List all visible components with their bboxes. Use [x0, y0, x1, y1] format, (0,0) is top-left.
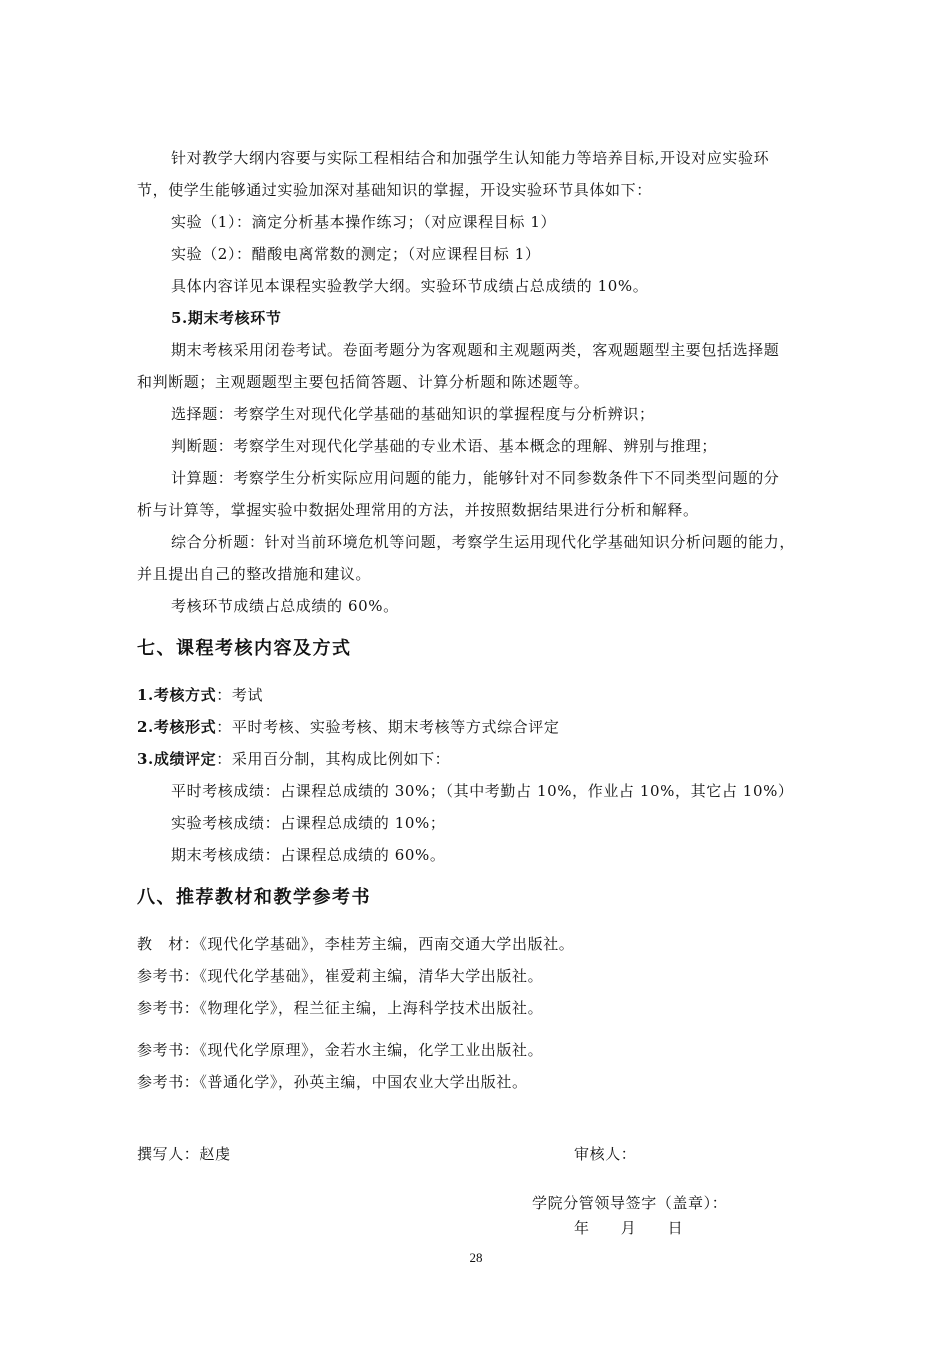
grade-evaluation — [137, 748, 817, 770]
grade-regular: 平时考核成绩：占课程总成绩的 30%；（其中考勤占 10%，作业占 10%，其它占 10%） — [171, 782, 794, 800]
final-exam-heading: 5.期末考核环节 — [171, 309, 282, 327]
book-reference-3: 参考书：《现代化学原理》，金若水主编，化学工业出版社。 — [137, 1041, 544, 1059]
experiment-note: 具体内容详见本课程实验教学大纲。实验环节成绩占总成绩的 10%。 — [171, 277, 649, 295]
book-reference-1: 参考书：《现代化学基础》，崔爱莉主编，清华大学出版社。 — [137, 967, 544, 985]
grade-final: 期末考核成绩：占课程总成绩的 60%。 — [171, 846, 446, 864]
grade-evaluation-value: ：采用百分制，其构成比例如下： — [216, 750, 451, 768]
section-8-title: 八、推荐教材和教学参考书 — [137, 887, 371, 908]
book-textbook: 教 材：《现代化学基础》，李桂芳主编，西南交通大学出版社。 — [137, 935, 575, 953]
leader-signature: 学院分管领导签字（盖章）： — [532, 1194, 728, 1212]
section-7-title: 七、课程考核内容及方式 — [137, 638, 352, 659]
assessment-method-label: 1.考核方式 — [137, 686, 217, 704]
book-reference-2: 参考书：《物理化学》，程兰征主编，上海科学技术出版社。 — [137, 999, 544, 1017]
final-exam-paragraph-line-1: 期末考核采用闭卷考试。卷面考题分为客观题和主观题两类，客观题题型主要包括选择题 — [171, 341, 780, 359]
grade-experiment: 实验考核成绩：占课程总成绩的 10%； — [171, 814, 446, 832]
assessment-method-value: ：考试 — [216, 686, 264, 704]
experiment-paragraph-line-1: 针对教学大纲内容要与实际工程相结合和加强学生认知能力等培养目标,开设对应实验环 — [171, 149, 770, 167]
reviewer-signature: 审核人： — [574, 1145, 637, 1163]
experiment-paragraph-line-2: 节，使学生能够通过实验加深对基础知识的掌握，开设实验环节具体如下： — [137, 181, 652, 199]
comprehensive-question-desc-line-1: 综合分析题：针对当前环境危机等问题，考察学生运用现代化学基础知识分析问题的能力， — [171, 533, 796, 551]
assessment-form-label: 2.考核形式 — [137, 718, 217, 736]
assessment-form-value: ：平时考核、实验考核、期末考核等方式综合评定 — [216, 718, 560, 736]
comprehensive-question-desc-line-2: 并且提出自己的整改措施和建议。 — [137, 565, 372, 583]
book-reference-4: 参考书：《普通化学》，孙英主编，中国农业大学出版社。 — [137, 1073, 528, 1091]
choice-question-desc: 选择题：考察学生对现代化学基础的基础知识的掌握程度与分析辨识； — [171, 405, 655, 423]
final-exam-note: 考核环节成绩占总成绩的 60%。 — [171, 597, 399, 615]
signature-date: 年 月 日 — [574, 1219, 684, 1237]
assessment-method — [137, 684, 817, 706]
judge-question-desc: 判断题：考察学生对现代化学基础的专业术语、基本概念的理解、辨别与推理； — [171, 437, 718, 455]
assessment-form — [137, 716, 817, 738]
author-signature: 撰写人：赵虔 — [137, 1145, 231, 1163]
page-number: 28 — [469, 1250, 483, 1265]
experiment-2: 实验（2）：醋酸电离常数的测定；（对应课程目标 1） — [171, 245, 541, 263]
final-exam-paragraph-line-2: 和判断题；主观题题型主要包括简答题、计算分析题和陈述题等。 — [137, 373, 590, 391]
calc-question-desc-line-2: 析与计算等，掌握实验中数据处理常用的方法，并按照数据结果进行分析和解释。 — [137, 501, 699, 519]
grade-evaluation-label: 3.成绩评定 — [137, 750, 217, 768]
calc-question-desc-line-1: 计算题：考察学生分析实际应用问题的能力，能够针对不同参数条件下不同类型问题的分 — [171, 469, 780, 487]
experiment-1: 实验（1）：滴定分析基本操作练习；（对应课程目标 1） — [171, 213, 557, 231]
